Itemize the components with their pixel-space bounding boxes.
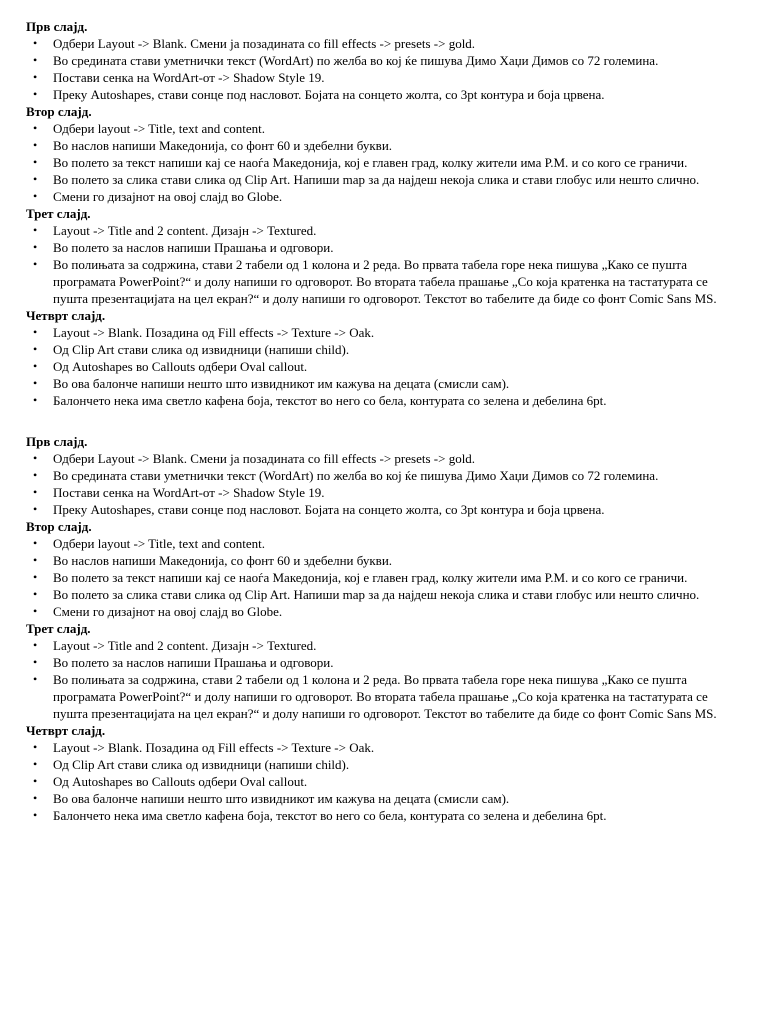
list-item-text: Смени го дизајнот на овој слајд во Globe. (53, 604, 283, 619)
bullet-icon: • (33, 638, 38, 652)
bullet-icon: • (33, 155, 38, 169)
list-item (26, 375, 734, 392)
bullet-list (26, 450, 734, 518)
list-item (26, 222, 734, 239)
list-item-text: Одбери layout -> Title, text and content. (53, 121, 266, 136)
slide-heading: Трет слајд. (26, 206, 91, 221)
bullet-icon: • (33, 172, 38, 186)
bullet-icon: • (33, 36, 38, 50)
slide-heading: Трет слајд. (26, 621, 91, 636)
bullet-icon: • (33, 223, 38, 237)
slide-heading: Втор слајд. (26, 104, 92, 119)
list-item (26, 86, 734, 103)
bullet-icon: • (33, 740, 38, 754)
bullet-icon: • (33, 655, 38, 669)
bullet-icon: • (33, 536, 38, 550)
list-item (26, 756, 734, 773)
list-item (26, 603, 734, 620)
list-item-text: Одбери Layout -> Blank. Смени ја позадината со fill effects -> presets -> gold. (53, 451, 476, 466)
list-item (26, 739, 734, 756)
bullet-icon: • (33, 53, 38, 67)
list-item-text: Во полето за текст напиши кај се наоѓа Македонија, кој е главен град, колку жители има Р.М. и со кого се граничи. (53, 570, 688, 585)
list-item (26, 773, 734, 790)
list-item-text: Од Clip Art стави слика од извидници (напиши child). (53, 757, 350, 772)
bullet-icon: • (33, 502, 38, 516)
list-item (26, 341, 734, 358)
list-item (26, 671, 734, 722)
list-item (26, 358, 734, 375)
list-item (26, 501, 734, 518)
bullet-icon: • (33, 138, 38, 152)
list-item (26, 535, 734, 552)
bullet-icon: • (33, 468, 38, 482)
bullet-icon: • (33, 774, 38, 788)
list-item-text: Во ова балонче напиши нешто што извидникот им кажува на децата (смисли сам). (53, 791, 510, 806)
bullet-icon: • (33, 325, 38, 339)
bullet-icon: • (33, 376, 38, 390)
list-item-text: Одбери Layout -> Blank. Смени ја позадината со fill effects -> presets -> gold. (53, 36, 476, 51)
list-item-text: Од Autoshapes во Callouts одбери Oval callout. (53, 774, 308, 789)
bullet-list (26, 120, 734, 205)
list-item-text: Одбери layout -> Title, text and content. (53, 536, 266, 551)
bullet-icon: • (33, 808, 38, 822)
list-item-text: Балончето нека има светло кафена боја, текстот во него со бела, контурата со зелена и дебелина 6pt. (53, 393, 607, 408)
bullet-icon: • (33, 240, 38, 254)
list-item-text: Смени го дизајнот на овој слајд во Globe. (53, 189, 283, 204)
list-item-text: Во средината стави уметнички текст (WordArt) по желба во кој ќе пишува Димо Хаџи Димов со 72 големина. (53, 53, 659, 68)
list-item (26, 552, 734, 569)
list-item (26, 637, 734, 654)
instruction-block (26, 18, 734, 409)
bullet-icon: • (33, 791, 38, 805)
list-item-text: Во полето за наслов напиши Прашања и одговори. (53, 655, 334, 670)
list-item-text: Во полето за наслов напиши Прашања и одговори. (53, 240, 334, 255)
bullet-icon: • (33, 359, 38, 373)
list-item-text: Од Clip Art стави слика од извидници (напиши child). (53, 342, 350, 357)
list-item (26, 137, 734, 154)
list-item (26, 586, 734, 603)
list-item (26, 239, 734, 256)
list-item (26, 256, 734, 307)
bullet-icon: • (33, 672, 38, 686)
bullet-icon: • (33, 393, 38, 407)
list-item-text: Во ова балонче напиши нешто што извидникот им кажува на децата (смисли сам). (53, 376, 510, 391)
document-body (26, 18, 734, 824)
list-item (26, 807, 734, 824)
slide-heading: Втор слајд. (26, 519, 92, 534)
bullet-icon: • (33, 257, 38, 271)
bullet-icon: • (33, 553, 38, 567)
list-item (26, 790, 734, 807)
bullet-icon: • (33, 451, 38, 465)
list-item-text: Балончето нека има светло кафена боја, текстот во него со бела, контурата со зелена и дебелина 6pt. (53, 808, 607, 823)
bullet-icon: • (33, 342, 38, 356)
bullet-icon: • (33, 485, 38, 499)
bullet-list (26, 324, 734, 409)
list-item (26, 69, 734, 86)
bullet-icon: • (33, 189, 38, 203)
list-item (26, 188, 734, 205)
list-item-text: Од Autoshapes во Callouts одбери Oval callout. (53, 359, 308, 374)
bullet-list (26, 535, 734, 620)
bullet-icon: • (33, 70, 38, 84)
bullet-list (26, 35, 734, 103)
list-item-text: Преку Autoshapes, стави сонце под насловот. Бојата на сонцето жолта, со 3pt контура и боја црвена. (53, 87, 605, 102)
instruction-block (26, 433, 734, 824)
list-item-text: Layout -> Blank. Позадина од Fill effects -> Texture -> Oak. (53, 325, 375, 340)
list-item-text: Преку Autoshapes, стави сонце под насловот. Бојата на сонцето жолта, со 3pt контура и боја црвена. (53, 502, 605, 517)
list-item-text: Во полето за текст напиши кај се наоѓа Македонија, кој е главен град, колку жители има Р.М. и со кого се граничи. (53, 155, 688, 170)
list-item-text: Постави сенка на WordArt-от -> Shadow Style 19. (53, 485, 325, 500)
list-item (26, 654, 734, 671)
list-item-text: Во средината стави уметнички текст (WordArt) по желба во кој ќе пишува Димо Хаџи Димов со 72 големина. (53, 468, 659, 483)
list-item-text: Во полињата за содржина, стави 2 табели од 1 колона и 2 реда. Во првата табела горе нека пишува „Како се пушта програмата PowerPoint?“ и долу напиши го одговорот. Во втората табела прашање „Со која кратенка на тастатурата се пушта презентацијата на цел екран?“ и долу напиши го одговорот. Текстот во табелите да биде со фонт Comic Sans MS. (53, 257, 717, 306)
list-item-text: Во полињата за содржина, стави 2 табели од 1 колона и 2 реда. Во првата табела горе нека пишува „Како се пушта програмата PowerPoint?“ и долу напиши го одговорот. Во втората табела прашање „Со која кратенка на тастатурата се пушта презентацијата на цел екран?“ и долу напиши го одговорот. Текстот во табелите да биде со фонт Comic Sans MS. (53, 672, 717, 721)
list-item (26, 35, 734, 52)
list-item (26, 154, 734, 171)
slide-heading: Прв слајд. (26, 19, 88, 34)
list-item-text: Во наслов напиши Македонија, со фонт 60 и здебелни букви. (53, 138, 393, 153)
slide-heading: Прв слајд. (26, 434, 88, 449)
slide-heading: Четврт слајд. (26, 308, 106, 323)
bullet-icon: • (33, 757, 38, 771)
bullet-list (26, 739, 734, 824)
bullet-icon: • (33, 121, 38, 135)
list-item-text: Во наслов напиши Македонија, со фонт 60 и здебелни букви. (53, 553, 393, 568)
bullet-icon: • (33, 587, 38, 601)
bullet-icon: • (33, 604, 38, 618)
bullet-list (26, 222, 734, 307)
list-item-text: Во полето за слика стави слика од Clip Art. Напиши map за да најдеш некоја слика и стави глобус или нешто слично. (53, 172, 700, 187)
bullet-icon: • (33, 87, 38, 101)
list-item (26, 450, 734, 467)
list-item-text: Layout -> Title and 2 content. Дизајн -> Textured. (53, 223, 317, 238)
list-item-text: Layout -> Title and 2 content. Дизајн -> Textured. (53, 638, 317, 653)
list-item-text: Layout -> Blank. Позадина од Fill effects -> Texture -> Oak. (53, 740, 375, 755)
list-item (26, 171, 734, 188)
list-item (26, 324, 734, 341)
list-item (26, 484, 734, 501)
list-item (26, 120, 734, 137)
list-item (26, 52, 734, 69)
list-item (26, 467, 734, 484)
list-item-text: Во полето за слика стави слика од Clip Art. Напиши map за да најдеш некоја слика и стави глобус или нешто слично. (53, 587, 700, 602)
bullet-list (26, 637, 734, 722)
list-item (26, 569, 734, 586)
slide-heading: Четврт слајд. (26, 723, 106, 738)
bullet-icon: • (33, 570, 38, 584)
list-item (26, 392, 734, 409)
list-item-text: Постави сенка на WordArt-от -> Shadow Style 19. (53, 70, 325, 85)
